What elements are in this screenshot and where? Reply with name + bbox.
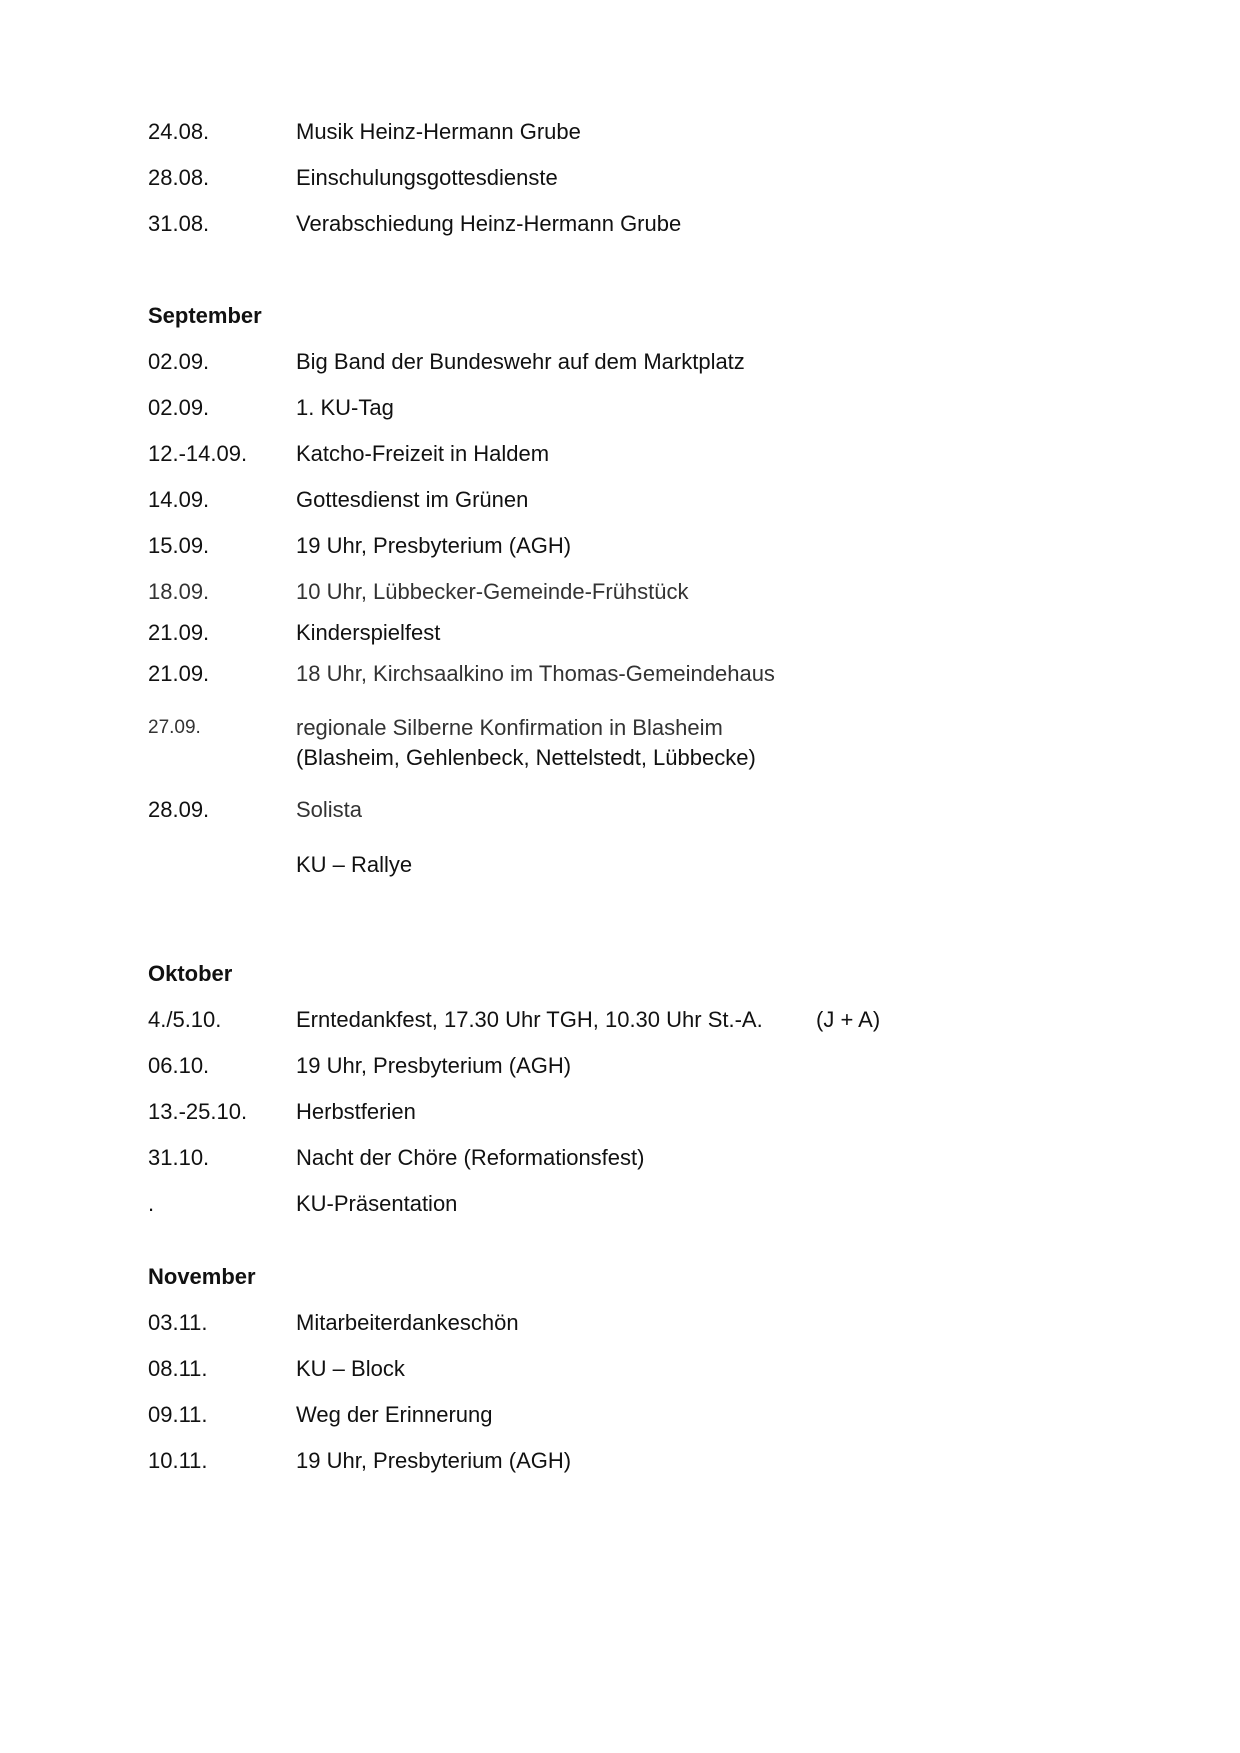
entry-date: 28.08. [148,165,210,190]
entry-event [296,713,756,773]
entry-event: Weg der Erinnerung [296,1402,493,1427]
entry-event: Musik Heinz-Hermann Grube [296,119,581,144]
entry-event: Nacht der Chöre (Reformationsfest) [296,1145,645,1170]
entry-date: 21.09. [148,620,210,645]
entry-event: Herbstferien [296,1099,416,1124]
entry-event: Verabschiedung Heinz-Hermann Grube [296,211,682,236]
entry-date: 24.08. [148,119,210,144]
entry-date: 21.09. [148,661,210,686]
entry-event: Big Band der Bundeswehr auf dem Marktplatz [296,349,745,374]
entry-date: 02.09. [148,395,210,420]
entry-event: 19 Uhr, Presbyterium (AGH) [296,1053,572,1078]
entry-event: 1. KU-Tag [296,395,394,420]
entry-date: 28.09. [148,797,210,822]
entry-event: Mitarbeiterdankeschön [296,1310,519,1335]
entry-event: Kinderspielfest [296,620,441,645]
entry-date: 31.08. [148,211,210,236]
entry-event: 19 Uhr, Presbyterium (AGH) [296,1448,572,1473]
entry-date: 13.-25.10. [148,1099,248,1124]
entry-date: 03.11. [148,1310,208,1335]
entry-event: KU – Block [296,1356,405,1381]
entry-date: 06.10. [148,1053,210,1078]
section-heading-oktober: Oktober [148,961,233,986]
entry-event: 18 Uhr, Kirchsaalkino im Thomas-Gemeindehaus [296,661,775,686]
entry-date: . [148,1191,155,1216]
entry-event: KU-Präsentation [296,1191,458,1216]
entry-date: 08.11. [148,1356,208,1381]
entry-event: Einschulungsgottesdienste [296,165,558,190]
entry-date: 4./5.10. [148,1007,222,1032]
entry-date: 15.09. [148,533,210,558]
entry-date: 10.11. [148,1448,208,1473]
entry-event: KU – Rallye [296,852,413,877]
entry-event: Gottesdienst im Grünen [296,487,529,512]
entry-date: 09.11. [148,1402,208,1427]
entry-date: 31.10. [148,1145,210,1170]
entry-event: 10 Uhr, Lübbecker-Gemeinde-Frühstück [296,579,689,604]
entry-date: 12.-14.09. [148,441,248,466]
entry-event: 19 Uhr, Presbyterium (AGH) [296,533,572,558]
section-heading-september: September [148,303,262,328]
entry-date: 02.09. [148,349,210,374]
entry-date: 18.09. [148,579,210,604]
entry-date: 14.09. [148,487,210,512]
entry-event: Erntedankfest, 17.30 Uhr TGH, 10.30 Uhr St.-A. [296,1007,763,1032]
entry-event: Katcho-Freizeit in Haldem [296,441,550,466]
entry-event: Solista [296,797,363,822]
entry-event-line2: (Blasheim, Gehlenbeck, Nettelstedt, Lübbecke) [296,745,756,770]
entry-event-line1: regionale Silberne Konfirmation in Blasheim [296,715,723,740]
section-heading-november: November [148,1264,256,1289]
entry-tag: (J + A) [816,1007,881,1032]
entry-date: 27.09. [148,717,201,738]
